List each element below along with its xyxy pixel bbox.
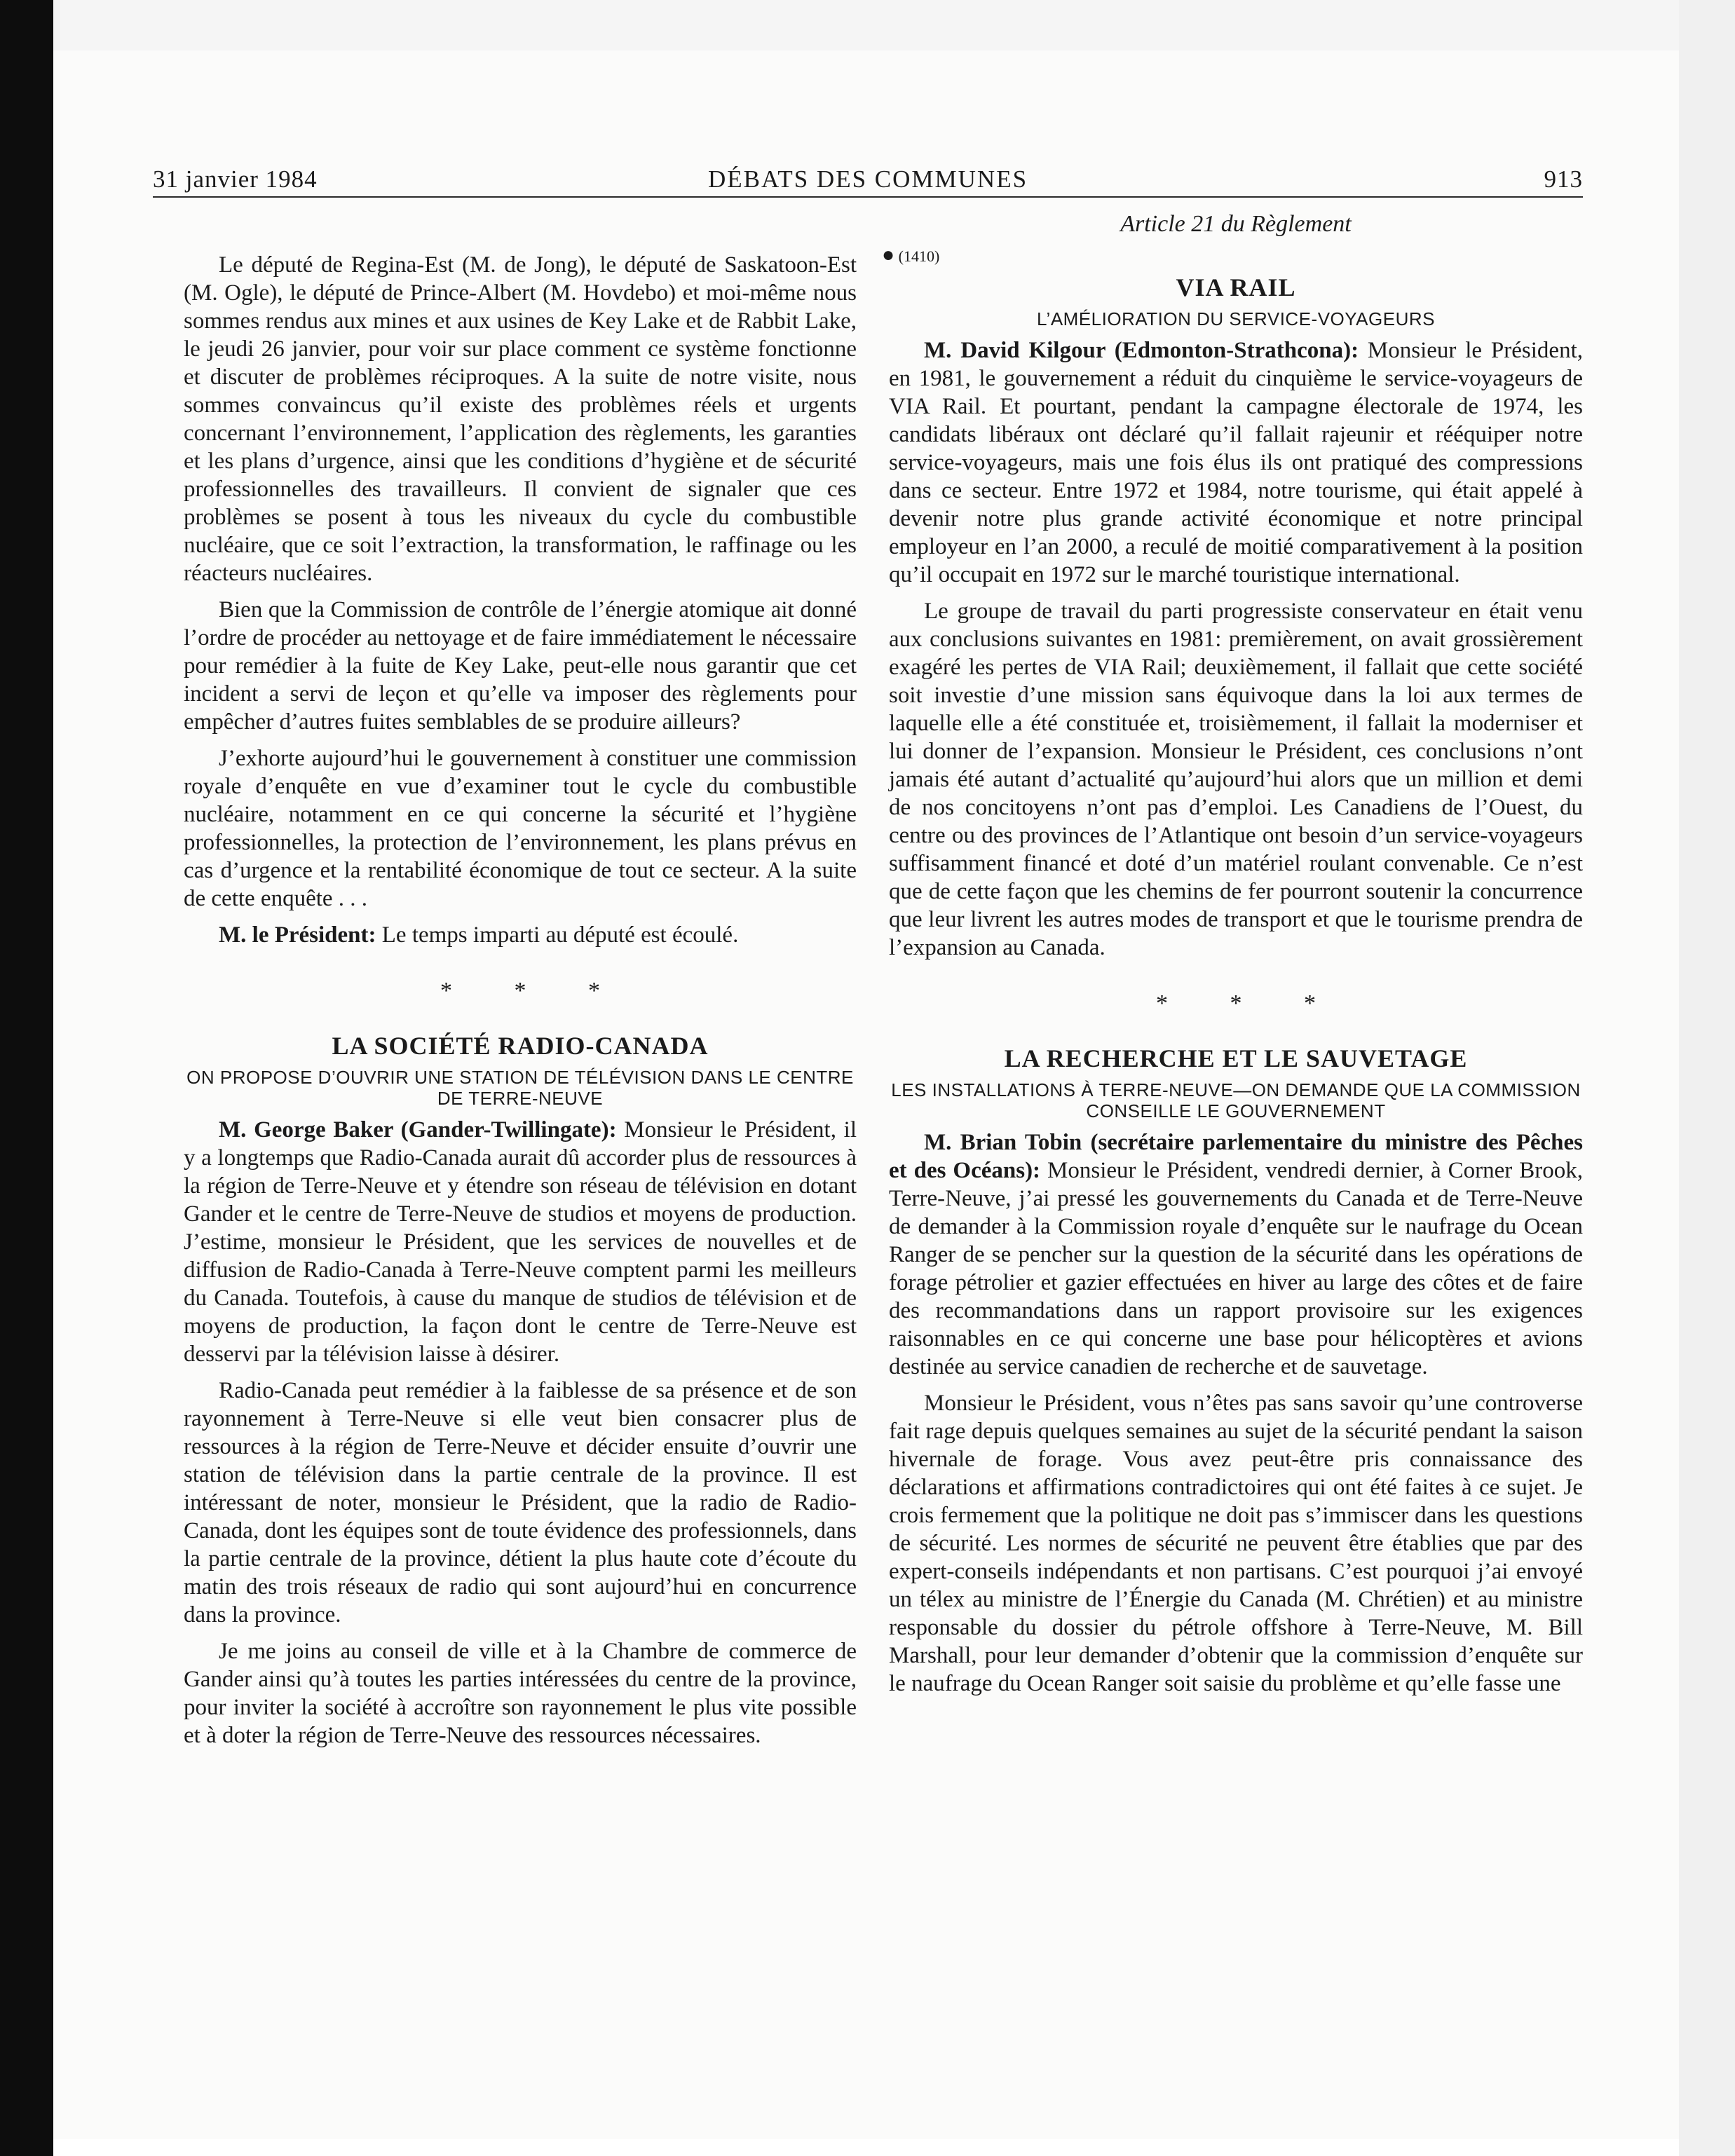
running-header: [153, 161, 1583, 198]
paragraph: Je me joins au conseil de ville et à la Chambre de commerce de Gander ainsi qu’à toutes les parties intéressées du centre de la province, pour inviter la société à accroître son rayonnement le plus vite possible et à doter la région de Terre-Neuve des ressources nécessaires.: [184, 1639, 857, 1748]
timestamp-marker: [882, 241, 1583, 269]
header-rule: [153, 196, 1583, 198]
timestamp-text: (1410): [898, 247, 940, 265]
section-title: LA RECHERCHE ET LE SAUVETAGE: [1004, 1044, 1468, 1072]
bullet-icon: ●: [882, 243, 895, 266]
speech-paragraph: [184, 1116, 857, 1368]
section-subtitle: LES INSTALLATIONS À TERRE-NEUVE—ON DEMANDE QUE LA COMMISSION CONSEILLE LE GOUVERNEMENT: [891, 1079, 1581, 1121]
speaker-name: M. le Président:: [219, 922, 376, 948]
paragraph: J’exhorte aujourd’hui le gouvernement à constituer une commission royale d’enquête en vue d’examiner tout le cycle du combustible nucléaire, notamment en ce qui concerne la sécurité et l’hygiène professionnelles, la protection de l’environnement, les plans prévus en cas d’urgence et la rentabilité économique de tout ce secteur. A la suite de cette enquête . . .: [184, 746, 857, 911]
right-column: [882, 210, 1584, 1706]
section-separator: * * *: [1156, 990, 1344, 1016]
speech-paragraph: [889, 1128, 1583, 1381]
header-page-number: 913: [1544, 165, 1583, 193]
speaker-name: M. George Baker (Gander-Twillingate):: [219, 1117, 617, 1142]
speech-text: Le temps imparti au député est écoulé.: [381, 922, 739, 948]
section-subtitle: L’AMÉLIORATION DU SERVICE-VOYAGEURS: [1037, 308, 1435, 329]
rubric: Article 21 du Règlement: [1120, 211, 1352, 237]
speech-text: Monsieur le Président, en 1981, le gouvernement a réduit du cinquième le service-voyageurs de VIA Rail. Et pourtant, pendant la campagne électorale de 1974, les candidats libéraux ont déclaré qu’il fallait rajeunir et rééquiper notre service-voyageurs, mais une fois élus ils ont pratiqué des compressions dans ce secteur. Entre 1972 et 1984, notre tourisme, qui était appelé à devenir notre plus grande activité économique et notre principal employeur en l’an 2000, a reculé de moitié comparativement à la position qu’il occupait en 1972 sur le marché touristique international.: [889, 338, 1584, 587]
scan-border-left: [0, 0, 53, 2156]
speech-paragraph: [889, 336, 1583, 589]
speech-text: Monsieur le Président, il y a longtemps que Radio-Canada aurait dû accorder plus de ressources à la région de Terre-Neuve et y étendre son réseau de télévision en dotant Gander et le centre de Terre-Neuve de studios et moyens de production. J’estime, monsieur le Président, que les services de nouvelles et de diffusion de Radio-Canada à Terre-Neuve comptent parmi les meilleurs du Canada. Toutefois, à cause du manque de studios de télévision et de moyens de production, la façon dont le centre de Terre-Neuve est desservi par la télévision laisse à désirer.: [184, 1117, 857, 1367]
paragraph: Le groupe de travail du parti progressiste conservateur en était venu aux conclusions suivantes en 1981: premièrement, on avait grossièrement exagéré les pertes de VIA Rail; deuxièmement, il fallait que cette société soit investie d’une mission sans équivoque dans la loi aux termes de laquelle elle a été constituée et, troisièmement, il fallait la moderniser et lui donner de l’expansion. Monsieur le Président, ces conclusions n’ont jamais été autant d’actualité qu’aujourd’hui alors que un million et demi de nos concitoyens n’ont pas d’emploi. Les Canadiens de l’Ouest, du centre ou des provinces de l’Atlantique ont besoin d’un service-voyageurs suffisamment financé et doté d’un matériel roulant convenable. Ce n’est que de cette façon que les chemins de fer pourront soutenir la concurrence que leur livrent les autres modes de transport et que le tourisme prendra de l’expansion au Canada.: [889, 599, 1583, 960]
left-column: [184, 210, 857, 1758]
paragraph: Bien que la Commission de contrôle de l’énergie atomique ait donné l’ordre de procéder au nettoyage et de faire immédiatement le nécessaire pour remédier à la fuite de Key Lake, peut-elle nous garantir que cet incident a servi de leçon et qu’elle va imposer des règlements pour empêcher d’autres fuites semblables de se produire ailleurs?: [184, 597, 857, 735]
scan-border-top: [53, 0, 1735, 50]
section-subtitle: ON PROPOSE D’OUVRIR UNE STATION DE TÉLÉVISION DANS LE CENTRE DE TERRE-NEUVE: [186, 1067, 854, 1109]
speech-paragraph: [184, 921, 857, 949]
scan-border-right: [1679, 0, 1735, 2156]
section-title: LA SOCIÉTÉ RADIO-CANADA: [332, 1032, 709, 1060]
section-title: VIA RAIL: [1176, 273, 1296, 301]
paragraph: Monsieur le Président, vous n’êtes pas sans savoir qu’une controverse fait rage depuis quelques semaines au sujet de la sécurité pendant la saison hivernale de forage. Vous avez peut-être pris connaissance des déclarations et affirmations contradictoires qui ont été faites à ce sujet. Je crois fermement que la politique ne doit pas s’immiscer dans les questions de sécurité. Les normes de sécurité ne peuvent être établies que par des expert-conseils indépendants et non partisans. C’est pourquoi j’ai envoyé un télex au ministre de l’Énergie du Canada (M. Chrétien) et au ministre responsable du dossier du pétrole offshore à Terre-Neuve, M. Bill Marshall, pour leur demander d’obtenir que la commission d’enquête sur le naufrage du Ocean Ranger soit saisie du problème et qu’elle fasse une: [889, 1391, 1583, 1696]
section-separator: * * *: [440, 978, 628, 1004]
header-date: 31 janvier 1984: [153, 165, 318, 193]
speaker-name: M. Brian Tobin (secrétaire parlementaire du ministre des Pêches et des Océans):: [889, 1130, 1583, 1183]
speech-text: Monsieur le Président, vendredi dernier, à Corner Brook, Terre-Neuve, j’ai pressé les gouvernements du Canada et de Terre-Neuve de demander à la Commission royale d’enquête sur le naufrage du Ocean Ranger de se pencher sur la question de la sécurité dans les opérations de forage pétrolier et gazier effectuées en hiver au large des côtes et de faire des recommandations dans un rapport provisoire sur les exigences raisonnables en ce qui concerne une base pour hélicoptères et avions destinée au service canadien de recherche et de sauvetage.: [889, 1158, 1583, 1379]
paragraph: Radio-Canada peut remédier à la faiblesse de sa présence et de son rayonnement à Terre-Neuve si elle veut bien consacrer plus de ressources à la région de Terre-Neuve et décider ensuite d’ouvrir une station de télévision dans la partie centrale de la province. Il est intéressant de noter, monsieur le Président, que la radio de Radio-Canada, dont les équipes sont de toute évidence des professionnels, dans la partie centrale de la province, détient la plus haute cote d’écoute du matin des trois réseaux de radio qui sont aujourd’hui en concurrence dans la province.: [184, 1378, 857, 1628]
paragraph: Le député de Regina-Est (M. de Jong), le député de Saskatoon-Est (M. Ogle), le député de Prince-Albert (M. Hovdebo) et moi-même nous sommes rendus aux mines et aux usines de Key Lake et de Rabbit Lake, le jeudi 26 janvier, pour voir sur place comment ce système fonctionne et discuter de problèmes réciproques. A la suite de notre visite, nous sommes convaincus qu’il existe des problèmes réels et urgents concernant l’environnement, l’application des règlements, les garanties et les plans d’urgence, ainsi que les conditions d’hygiène et de sécurité professionnelles des travailleurs. Il convient de signaler que ces problèmes se posent à tous les niveaux du cycle du combustible nucléaire, que ce soit l’extraction, la transformation, le raffinage ou les réacteurs nucléaires.: [184, 252, 857, 586]
header-journal-title: DÉBATS DES COMMUNES: [707, 165, 1028, 193]
speaker-name: M. David Kilgour (Edmonton-Strathcona):: [924, 338, 1359, 363]
